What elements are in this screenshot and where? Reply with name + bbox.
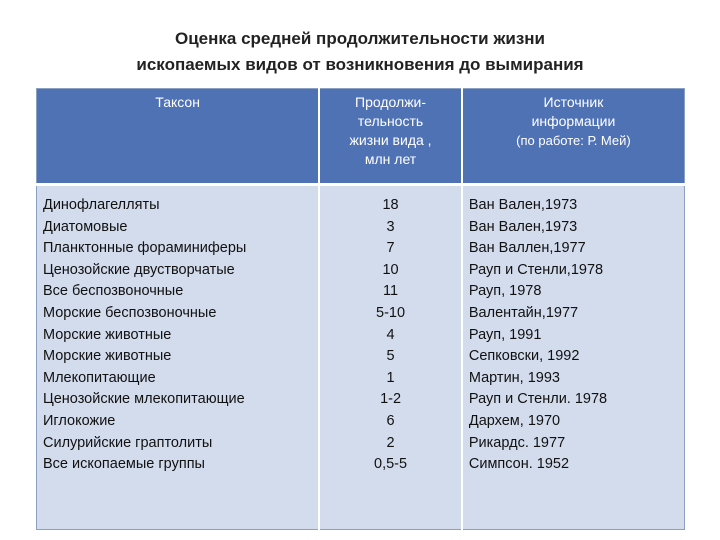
lifespan-cell: 2 [386, 434, 395, 451]
header-lifespan: Продолжи- тельность жизни вида , млн лет [319, 89, 462, 185]
taxon-cell: Динофлагелляты [43, 197, 160, 213]
lifespan-cell: 1-2 [380, 391, 402, 408]
taxon-cell: Ценозойские двустворчатые [43, 261, 235, 278]
taxon-cell: Морские животные [43, 348, 172, 365]
lifespan-cell: 18 [382, 197, 399, 213]
title-line-1: Оценка средней продолжительности жизни [174, 29, 545, 48]
table-header-row [37, 89, 685, 185]
header-source-note: (по работе: Р. Мей) [516, 133, 631, 148]
taxon-cell: Млекопитающие [43, 369, 156, 386]
taxon-cell: Ценозойские млекопитающие [43, 391, 245, 408]
source-cell: Ван Валлен,1977 [468, 240, 586, 257]
source-cell: Рикардс. 1977 [468, 434, 566, 451]
lifespan-cell: 4 [386, 326, 395, 343]
taxon-cell: Все беспозвоночные [43, 283, 184, 300]
lifespan-column [319, 185, 462, 530]
source-cell: Симпсон. 1952 [468, 456, 570, 473]
taxon-cell: Иглокожие [43, 412, 116, 429]
source-cell: Мартин, 1993 [468, 369, 560, 386]
taxon-cell: Все ископаемые группы [43, 456, 205, 473]
source-cell: Ван Вален,1973 [468, 218, 578, 235]
taxon-cell: Планктонные фораминиферы [43, 240, 247, 257]
header-taxon: Таксон [37, 89, 320, 185]
lifespan-cell: 3 [386, 218, 395, 235]
header-source: Источник информации (по работе: Р. Мей) [462, 89, 685, 185]
lifespan-cell: 5 [386, 348, 395, 365]
taxon-column [37, 185, 320, 530]
source-cell: Ван Вален,1973 [468, 197, 578, 213]
taxon-cell: Морские животные [43, 326, 172, 343]
lifespan-cell: 11 [383, 283, 399, 300]
taxon-cell: Морские беспозвоночные [43, 304, 217, 321]
title-line-2: ископаемых видов от возникновения до вымирания [136, 55, 584, 74]
lifespan-cell: 1 [386, 369, 395, 386]
source-cell: Дархем, 1970 [468, 412, 561, 429]
lifespan-cell: 0,5-5 [374, 456, 408, 473]
lifespan-cell: 6 [386, 412, 395, 429]
taxon-cell: Диатомовые [43, 218, 128, 235]
taxon-cell: Силурийские граптолиты [43, 434, 213, 451]
source-cell: Сепковски, 1992 [468, 348, 580, 365]
source-cell: Рауп, 1991 [468, 326, 542, 343]
source-column [462, 185, 685, 530]
source-cell: Валентайн,1977 [468, 304, 579, 321]
lifespan-cell: 5-10 [376, 304, 406, 321]
lifespan-cell: 7 [386, 240, 395, 257]
source-cell: Рауп, 1978 [468, 283, 542, 300]
lifespan-table [36, 88, 685, 530]
lifespan-cell: 10 [382, 261, 399, 278]
slide-title [0, 26, 720, 78]
source-cell: Рауп и Стенли. 1978 [468, 391, 608, 408]
table-body-row [37, 185, 685, 530]
source-cell: Рауп и Стенли,1978 [468, 261, 604, 278]
